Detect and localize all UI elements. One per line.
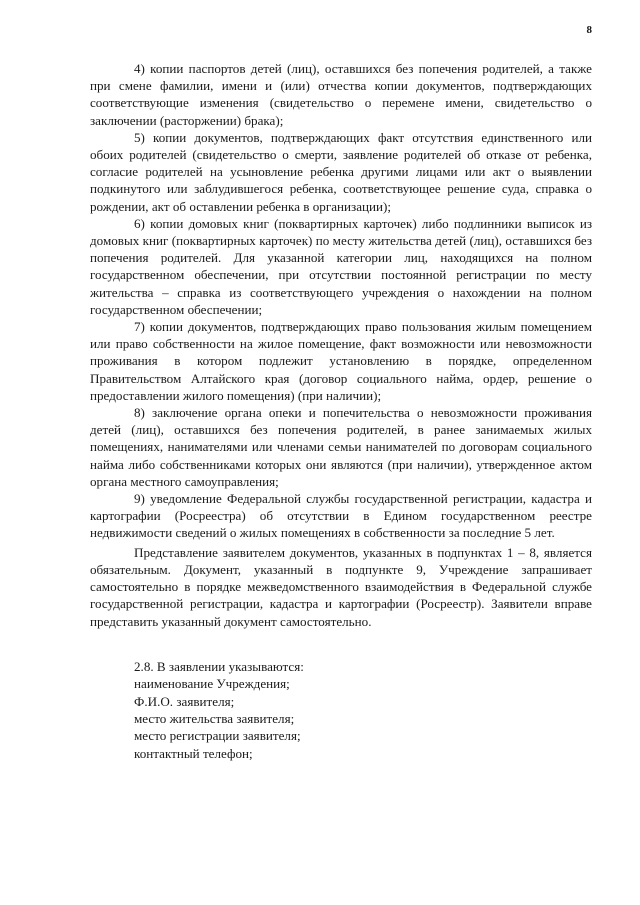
page-number: 8 xyxy=(586,24,592,36)
list-item: место регистрации заявителя; xyxy=(134,728,301,744)
paragraph-item-6: 6) копии домовых книг (поквартирных карточек) либо подлинники выписок из домовых книг (поквартирных карточек) по месту жительства детей (лиц), оставшихся без попечения родителей. Для указанной категории лиц, находящихся на полном государственном обеспечении, при отсутствии постоянной регистрации по месту жительства – справка из соответствующего учреждения о нахождении на полном государственном обеспечении; xyxy=(90,215,592,317)
paragraph-item-5: 5) копии документов, подтверждающих факт отсутствия единственного или обоих родителей (свидетельство о смерти, заявление родителей об отказе от ребенка, согласие родителей на усыновление ребенка другими лицами или акт о выявлении подкинутого или заблудившегося ребенка, соответствующее решение суда, справка о рождении, акт об оставлении ребенка в организации); xyxy=(90,129,592,214)
paragraph-item-8: 8) заключение органа опеки и попечительства о невозможности проживания детей (лиц), оставшихся без попечения родителей, в ранее занимаемых жилых помещениях, нанимателями или членами семьи нанимателей по договорам социального найма либо собственниками которых они являются (при наличии), утвержденное актом органа местного самоуправления; xyxy=(90,405,592,489)
section-2-8 xyxy=(90,658,592,762)
document-body xyxy=(90,60,592,762)
list-item: место жительства заявителя; xyxy=(134,710,295,726)
list-item: контактный телефон; xyxy=(134,745,253,761)
paragraph-item-7: 7) копии документов, подтверждающих право пользования жилым помещением или право собственности на жилое помещение, факт возможности или невозможности проживания в котором подлежит установлению в порядке, определенном Правительством Алтайского края (договор социального найма, ордер, решение о предоставлении жилого помещения) (при наличии); xyxy=(90,319,592,403)
paragraph-item-4: 4) копии паспортов детей (лиц), оставшихся без попечения родителей, а также при смене фамилии, имени и (или) отчества копии документов, подтверждающих соответствующие изменения (свидетельство о перемене имени, свидетельство о заключении (расторжении) брака); xyxy=(90,61,592,128)
list-item: Ф.И.О. заявителя; xyxy=(134,693,235,709)
paragraph-documents-note: Представление заявителем документов, указанных в подпунктах 1 – 8, является обязательным. Документ, указанный в подпункте 9, Учреждение запрашивает самостоятельно в порядке межведомственного взаимодействия в Федеральной службе государственной регистрации, кадастра и картографии (Росреестр). Заявители вправе представить указанный документ самостоятельно. xyxy=(90,544,592,629)
section-heading: 2.8. В заявлении указываются: xyxy=(134,658,304,674)
paragraph-item-9: 9) уведомление Федеральной службы государственной регистрации, кадастра и картографии (Росреестра) об отсутствии в Едином государственном реестре недвижимости сведений о жилых помещениях в собственности за последние 5 лет. xyxy=(90,491,592,541)
list-item: наименование Учреждения; xyxy=(134,676,290,692)
